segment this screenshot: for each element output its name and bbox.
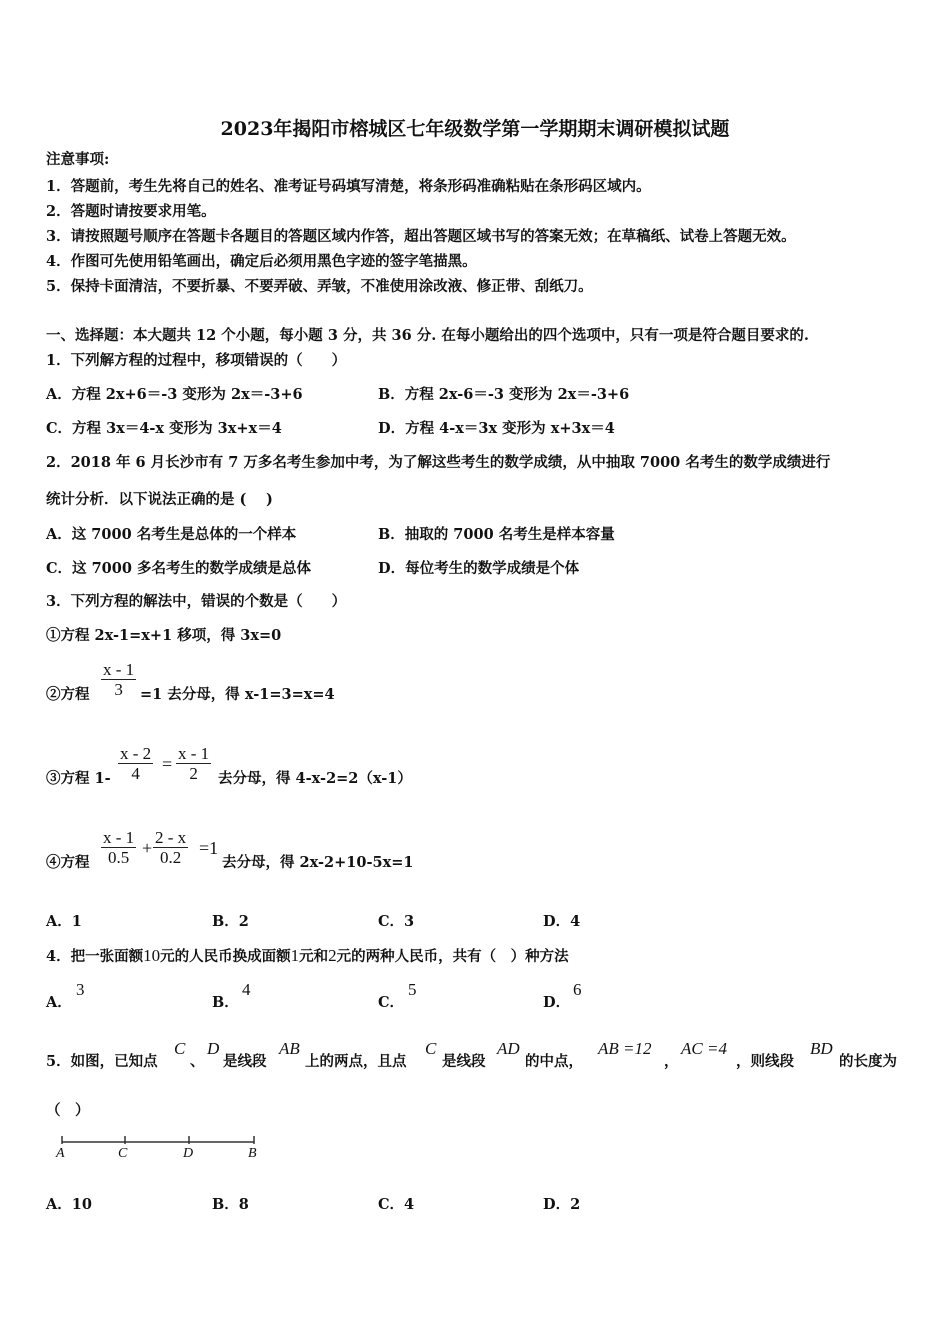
fraction-numerator: x - 1 [103, 660, 135, 679]
q5-point-c-2: C [425, 1039, 437, 1058]
notice-item-3: 3．请按照题号顺序在答题卡各题目的答题区域内作答，超出答题区域书写的答案无效；在草稿纸、试卷上答题无效。 [46, 228, 796, 245]
page-title: 2023年揭阳市榕城区七年级数学第一学期期末调研模拟试题 [220, 118, 730, 140]
fraction-denominator: 0.5 [107, 848, 130, 867]
q3-item-4-equals-one: =1 [199, 838, 219, 858]
q5-stem-part-6: ，则线段 [736, 1053, 794, 1070]
q5-option-c: C．4 [378, 1196, 415, 1213]
q5-ac-equation: AC =4 [681, 1039, 727, 1058]
q4-value-one: 1 [290, 946, 300, 965]
notice-item-4: 4．作图可先使用铅笔画出，确定后必须用黑色字迹的签字笔描黑。 [46, 253, 477, 270]
q3-item-3-prefix: ③方程 1- [46, 770, 111, 787]
q5-stem-part-4: 是线段 [442, 1053, 486, 1070]
q3-item-2-suffix: =1 去分母，得 x-1=3=x=4 [140, 686, 335, 703]
q3-stem: 3．下列方程的解法中，错误的个数是（ ） [46, 593, 347, 610]
q5-stem-part-2: 是线段 [223, 1053, 267, 1070]
q4-option-a-value: 3 [76, 980, 85, 999]
notice-item-5: 5．保持卡面清洁，不要折暴、不要弄破、弄皱，不准使用涂改液、修正带、刮纸刀。 [46, 278, 593, 295]
q4-stem [46, 946, 569, 967]
fraction-denominator: 2 [189, 764, 198, 783]
q3-item-3-fraction-1 [118, 744, 153, 783]
fraction-denominator: 0.2 [159, 848, 182, 867]
fraction-numerator: x - 1 [103, 828, 135, 847]
q3-option-b: B．2 [212, 913, 249, 930]
q4-option-d-label: D． [543, 994, 571, 1011]
q4-value-ten: 10 [143, 946, 161, 965]
q3-option-a: A．1 [46, 913, 82, 930]
q3-item-4-suffix: 去分母，得 2x-2+10-5x=1 [222, 854, 414, 871]
q2-option-d: D．每位考生的数学成绩是个体 [378, 560, 580, 577]
q4-stem-part-2: 元的人民币换成面额 [160, 948, 291, 965]
fraction-numerator: 2 - x [155, 828, 187, 847]
figure-label-d: D [183, 1146, 194, 1161]
q1-stem: 1．下列解方程的过程中，移项错误的（ ） [46, 352, 347, 369]
q3-item-4-fraction-2 [153, 828, 188, 867]
q4-option-a-label: A． [46, 994, 72, 1011]
q5-point-c: C [174, 1039, 186, 1058]
q5-comma: ， [664, 1053, 679, 1070]
q4-option-c-value: 5 [408, 980, 417, 999]
q5-point-d: D [207, 1039, 220, 1058]
q4-stem-part-1: 4．把一张面额 [46, 948, 144, 965]
q4-option-b-label: B． [212, 994, 239, 1011]
q5-answer-paren: （ ） [46, 1102, 90, 1119]
q3-item-2-fraction [101, 660, 136, 699]
q4-stem-part-4: 元的两种人民币，共有（ ）种方法 [336, 948, 569, 965]
q1-option-b: B．方程 2x-6＝-3 变形为 2x＝-3+6 [378, 386, 630, 403]
figure-label-b: B [248, 1146, 257, 1161]
section-heading: 一、选择题：本大题共 12 个小题，每小题 3 分，共 36 分. 在每小题给出的四个选项中，只有一项是符合题目要求的. [46, 327, 809, 344]
q5-ab-equation: AB =12 [598, 1039, 652, 1058]
notice-item-2: 2．答题时请按要求用笔。 [46, 203, 216, 220]
q4-option-b-value: 4 [242, 980, 251, 999]
q4-value-two: 2 [328, 946, 337, 965]
figure-label-c: C [118, 1146, 128, 1161]
q5-stem-part-3: 上的两点，且点 [305, 1053, 407, 1070]
fraction-denominator: 3 [114, 680, 123, 699]
notice-item-1: 1．答题前，考生先将自己的姓名、准考证号码填写清楚，将条形码准确粘贴在条形码区域内。 [46, 178, 651, 195]
q5-segment-ad: AD [497, 1039, 520, 1058]
q5-stem-part-7: 的长度为 [839, 1053, 897, 1070]
q2-option-a: A．这 7000 名考生是总体的一个样本 [46, 526, 297, 543]
q2-option-b: B．抽取的 7000 名考生是样本容量 [378, 526, 615, 543]
q3-item-1: ①方程 2x-1=x+1 移项，得 3x=0 [46, 627, 282, 644]
q5-stem-part-1: 5．如图，已知点 [46, 1053, 158, 1070]
q1-option-c: C．方程 3x＝4-x 变形为 3x+x＝4 [46, 420, 282, 437]
fraction-numerator: x - 2 [120, 744, 152, 763]
fraction-denominator: 4 [131, 764, 140, 783]
notice-heading: 注意事项: [46, 151, 110, 168]
q5-segment-bd: BD [810, 1039, 833, 1058]
q3-item-3-suffix: 去分母，得 4-x-2=2（x-1） [218, 770, 412, 787]
q5-option-a: A．10 [46, 1196, 92, 1213]
q2-stem-line2: 统计分析．以下说法正确的是 ( ) [46, 491, 273, 508]
q1-option-a: A．方程 2x+6＝-3 变形为 2x＝-3+6 [46, 386, 303, 403]
q2-option-c: C．这 7000 多名考生的数学成绩是总体 [46, 560, 311, 577]
q2-stem-line1: 2．2018 年 6 月长沙市有 7 万多名考生参加中考，为了解这些考生的数学成绩，从中抽取 7000 名考生的数学成绩进行 [46, 454, 831, 471]
q5-option-b: B．8 [212, 1196, 249, 1213]
q4-option-c-label: C． [378, 994, 405, 1011]
q3-item-4-plus: + [142, 838, 153, 858]
q3-option-c: C．3 [378, 913, 415, 930]
fraction-numerator: x - 1 [178, 744, 210, 763]
q5-separator: 、 [190, 1053, 205, 1070]
figure-label-a: A [56, 1146, 65, 1161]
q5-segment-ab: AB [279, 1039, 300, 1058]
q3-item-3-fraction-2 [176, 744, 211, 783]
q4-stem-part-3: 元和 [299, 948, 329, 965]
q1-option-d: D．方程 4-x＝3x 变形为 x+3x＝4 [378, 420, 615, 437]
q4-option-d-value: 6 [573, 980, 582, 999]
q3-item-4-fraction-1 [101, 828, 136, 867]
q5-stem-part-5: 的中点， [525, 1053, 583, 1070]
q3-item-4-prefix: ④方程 [46, 854, 90, 871]
q3-option-d: D．4 [543, 913, 581, 930]
q3-item-3-equals: = [162, 754, 173, 774]
q3-item-2-prefix: ②方程 [46, 686, 90, 703]
q5-option-d: D．2 [543, 1196, 581, 1213]
q5-segment-figure [48, 1130, 268, 1170]
